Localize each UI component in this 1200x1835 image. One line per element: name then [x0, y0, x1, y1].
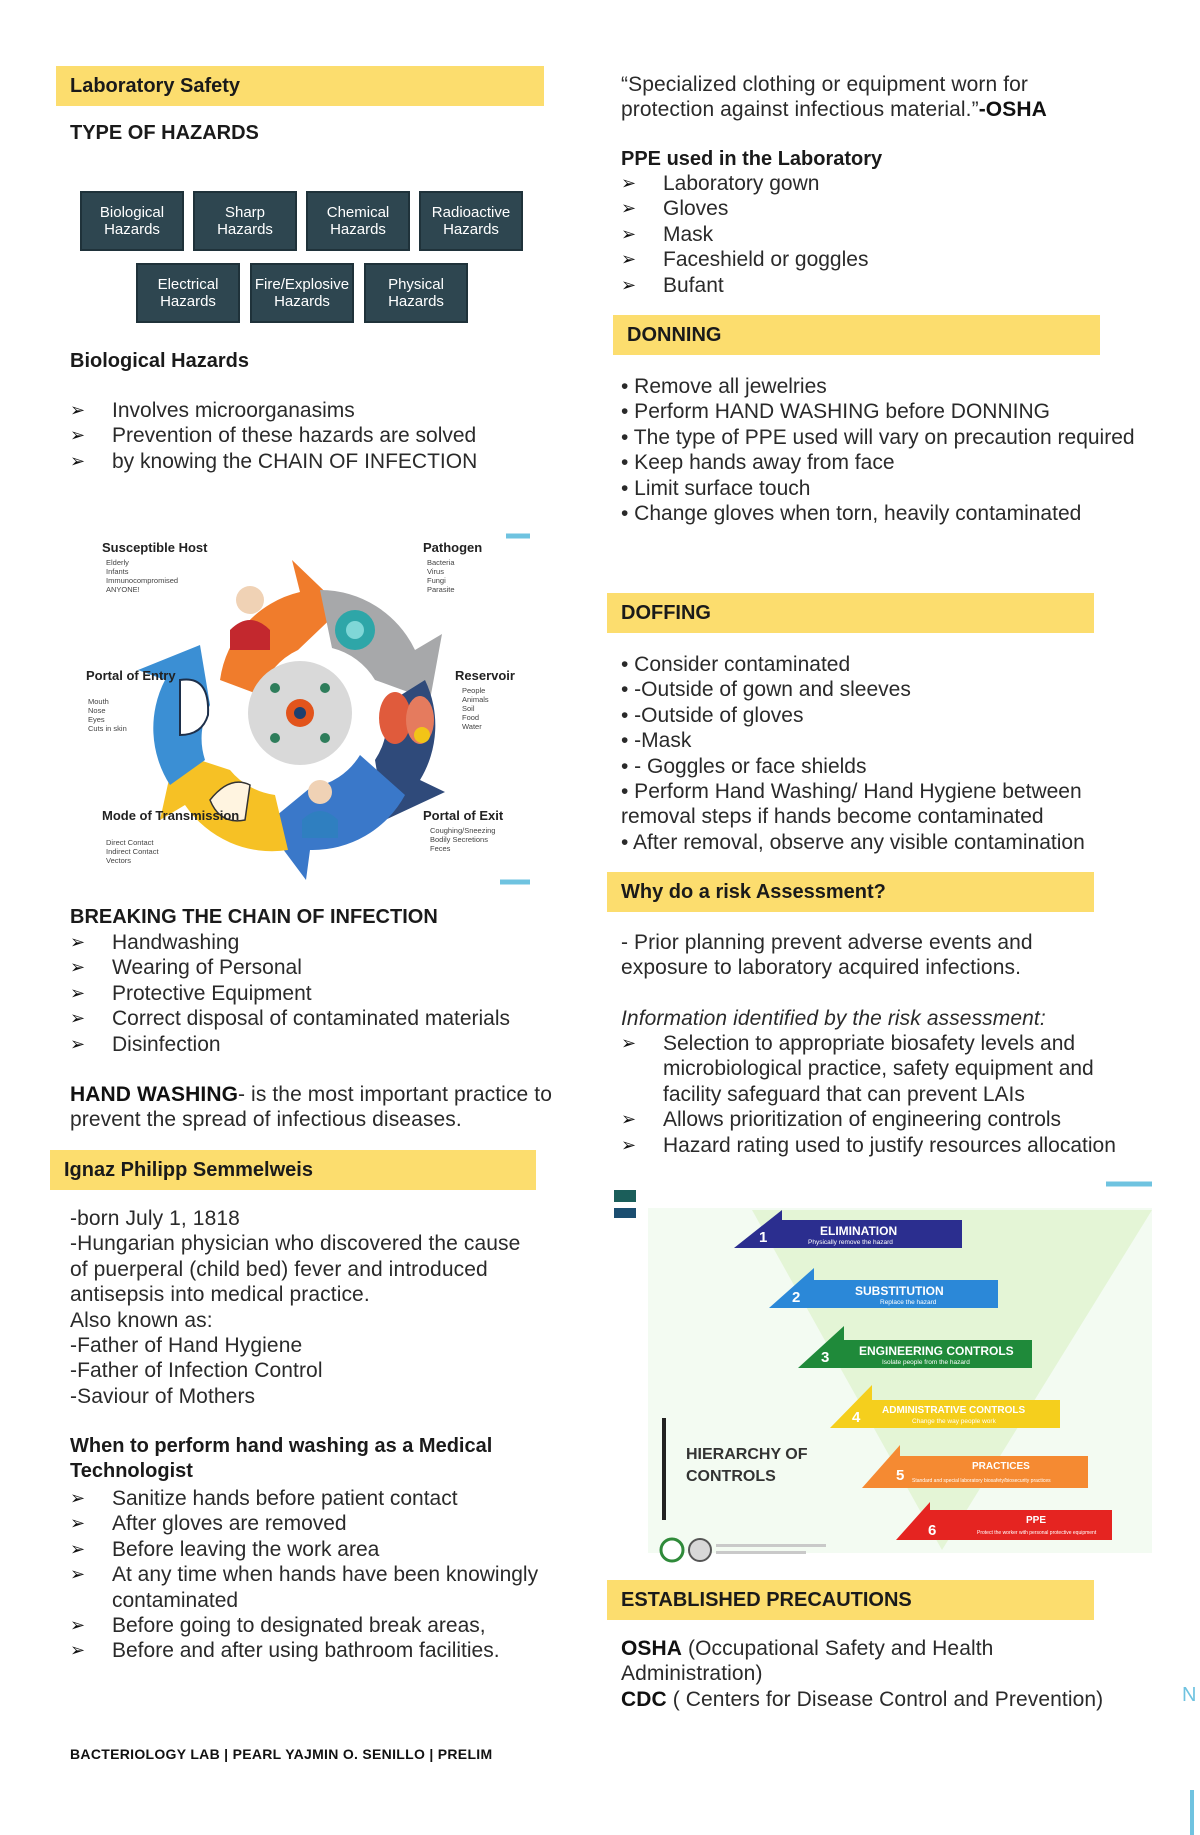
hand-washing-bold: HAND WASHING [70, 1083, 239, 1106]
reservoir-item: Food [462, 713, 480, 722]
list-item: ➢ Mask [621, 222, 1101, 247]
when-hand-washing-heading: When to perform hand washing as a Medical Technologist [70, 1435, 493, 1482]
hazard-box-physical: Physical Hazards [364, 263, 468, 323]
hazard-box-biological: Biological Hazards [80, 191, 184, 251]
list-item: • The type of PPE used will vary on precaution required [621, 425, 1135, 449]
list-item: ➢ Allows prioritization of engineering controls [621, 1107, 1121, 1132]
doffing-list [621, 652, 1141, 855]
hierarchy-title-line2: CONTROLS [686, 1468, 776, 1485]
level-desc: Physically remove the hazard [808, 1239, 893, 1246]
banner-donning [613, 315, 1100, 355]
label-mode-of-transmission: Mode of Transmission [102, 808, 240, 823]
level-number: 6 [928, 1522, 937, 1539]
edge-letter-decor: N [1182, 1684, 1197, 1706]
list-item: ➢ Protective Equipment [70, 981, 580, 1006]
pathogen-item: Parasite [427, 585, 455, 594]
list-item: ➢ Selection to appropriate biosafety levels and microbiological practice, safety equipment and facility safeguard that can prevent LAIs [621, 1031, 1121, 1107]
list-item: • -Outside of gloves [621, 703, 804, 727]
banner-semmelweis-label: Ignaz Philipp Semmelweis [64, 1159, 313, 1181]
virus-icon [335, 610, 375, 650]
label-susceptible-host: Susceptible Host [102, 540, 208, 555]
reservoir-item: Animals [462, 695, 489, 704]
semmelweis-line: -Father of Hand Hygiene [70, 1334, 303, 1358]
list-item: ➢ Faceshield or goggles [621, 247, 1101, 272]
list-item: ➢ Prevention of these hazards are solved [70, 423, 570, 448]
mode-transmission-item: Direct Contact [106, 838, 154, 847]
list-item: • After removal, observe any visible contamination [621, 830, 1085, 854]
banner-doffing-label: DOFFING [621, 602, 711, 624]
decor-square [614, 1208, 636, 1218]
list-item: ➢ Disinfection [70, 1032, 580, 1057]
semmelweis-text [70, 1206, 530, 1409]
list-item: ➢ Wearing of Personal [70, 955, 580, 980]
banner-semmelweis [50, 1150, 536, 1190]
list-item: • Keep hands away from face [621, 451, 895, 475]
decor-square [614, 1190, 636, 1202]
level-desc: Replace the hazard [880, 1299, 937, 1306]
banner-established-precautions-label: ESTABLISHED PRECAUTIONS [621, 1589, 912, 1611]
list-item: ➢ Handwashing [70, 930, 580, 955]
semmelweis-line: -Father of Infection Control [70, 1359, 323, 1383]
level-name: ADMINISTRATIVE CONTROLS [882, 1405, 1026, 1416]
mode-transmission-item: Indirect Contact [106, 847, 159, 856]
logo-icon [661, 1539, 683, 1561]
pathogen-item: Virus [427, 567, 444, 576]
level-desc: Standard and special laboratory biosafety/biosecurity practices [912, 1478, 1051, 1484]
list-item: ➢ Laboratory gown [621, 171, 1101, 196]
hierarchy-of-controls-diagram [612, 1180, 1152, 1565]
hand-washing-paragraph [70, 1082, 580, 1133]
pathogen-item: Fungi [427, 576, 446, 585]
when-hand-washing-list [70, 1486, 590, 1664]
list-item: • Change gloves when torn, heavily contaminated [621, 502, 1082, 526]
portal-entry-item: Mouth [88, 697, 109, 706]
susceptible-host-item: ANYONE! [106, 585, 140, 594]
hazard-box-fire-explosive: Fire/Explosive Hazards [250, 263, 354, 323]
cdc-line [621, 1687, 1161, 1712]
level-name: ENGINEERING CONTROLS [859, 1344, 1014, 1358]
osha-text: (Occupational Safety and Health Administration) [621, 1637, 994, 1686]
list-item: ➢ Before and after using bathroom facilities. [70, 1638, 590, 1663]
list-item: • -Mask [621, 729, 692, 753]
list-item: ➢ Before going to designated break areas, [70, 1613, 590, 1638]
ppe-list [621, 171, 1101, 298]
list-item: • -Outside of gown and sleeves [621, 678, 911, 702]
mode-transmission-item: Vectors [106, 856, 132, 865]
list-item: ➢ Hazard rating used to justify resources allocation [621, 1133, 1121, 1158]
semmelweis-line: Also known as: [70, 1308, 213, 1332]
hazard-box-electrical: Electrical Hazards [136, 263, 240, 323]
portal-entry-item: Nose [88, 706, 106, 715]
semmelweis-line: -born July 1, 1818 [70, 1207, 240, 1230]
banner-established-precautions [607, 1580, 1094, 1620]
semmelweis-line: -Hungarian physician who discovered the cause of puerperal (child bed) fever and introduced antisepsis into medical practice. [70, 1232, 521, 1307]
face-profile-icon [180, 679, 208, 735]
logo-text-line [716, 1551, 806, 1554]
level-number: 3 [821, 1349, 830, 1366]
breaking-chain-list [70, 930, 580, 1057]
hazard-box-sharp: Sharp Hazards [193, 191, 297, 251]
donning-list [621, 374, 1141, 526]
banner-laboratory-safety-label: Laboratory Safety [70, 75, 241, 97]
level-name: PPE [1026, 1515, 1047, 1526]
biological-hazards-list [70, 398, 570, 474]
portal-exit-item: Feces [430, 844, 451, 853]
level-number: 1 [759, 1229, 768, 1246]
list-item: ➢ Gloves [621, 196, 1101, 221]
list-item: • Perform HAND WASHING before DONNING [621, 400, 1050, 424]
label-portal-of-exit: Portal of Exit [423, 808, 504, 823]
osha-line [621, 1636, 1091, 1687]
list-item: ➢ Correct disposal of contaminated materials [70, 1006, 580, 1031]
logo-text-line [716, 1544, 826, 1547]
hazard-box-chemical: Chemical Hazards [306, 191, 410, 251]
corner-decor [1160, 1790, 1200, 1835]
chain-of-infection-diagram [70, 530, 530, 885]
banner-doffing [607, 593, 1094, 633]
ppe-heading: PPE used in the Laboratory [621, 148, 883, 170]
quote-source: -OSHA [978, 98, 1047, 122]
list-item: • Perform Hand Washing/ Hand Hygiene between removal steps if hands become contaminated [621, 780, 1082, 829]
biological-hazards-heading: Biological Hazards [70, 350, 249, 372]
risk-info-heading: Information identified by the risk assessment: [621, 1007, 1046, 1030]
hand-washing-text: - is the most important practice to prevent the spread of infectious diseases. [70, 1083, 552, 1132]
semmelweis-line: -Saviour of Mothers [70, 1384, 256, 1408]
list-item: • - Goggles or face shields [621, 754, 867, 778]
susceptible-host-item: Infants [106, 567, 129, 576]
susceptible-host-item: Immunocompromised [106, 576, 179, 585]
list-item: • Consider contaminated [621, 653, 851, 676]
hierarchy-title-line1: HIERARCHY OF [686, 1446, 808, 1463]
label-pathogen: Pathogen [423, 540, 483, 555]
level-desc: Protect the worker with personal protective equipment [977, 1530, 1097, 1536]
label-reservoir: Reservoir [455, 668, 515, 683]
banner-risk-assessment [607, 872, 1094, 912]
reservoir-item: People [462, 686, 486, 695]
portal-exit-item: Coughing/Sneezing [430, 826, 496, 835]
page-footer: BACTERIOLOGY LAB | PEARL YAJMIN O. SENILLO | PRELIM [70, 1746, 493, 1762]
level-number: 2 [792, 1289, 801, 1306]
reservoir-item: Soil [462, 704, 475, 713]
level-number: 4 [852, 1409, 861, 1426]
list-item: • Remove all jewelries [621, 375, 827, 398]
portal-entry-item: Cuts in skin [88, 724, 127, 733]
list-item: ➢ by knowing the CHAIN OF INFECTION [70, 449, 570, 474]
susceptible-host-item: Elderly [106, 558, 129, 567]
osha-quote [621, 72, 1091, 123]
portal-entry-item: Eyes [88, 715, 105, 724]
reservoir-item: Water [462, 722, 482, 731]
banner-laboratory-safety [56, 66, 544, 106]
type-of-hazards-heading: TYPE OF HAZARDS [70, 122, 259, 144]
pathogen-item: Bacteria [427, 558, 455, 567]
label-portal-of-entry: Portal of Entry [86, 668, 176, 683]
risk-assessment-text: - Prior planning prevent adverse events and exposure to laboratory acquired infections. [621, 931, 1033, 980]
cdc-text: ( Centers for Disease Control and Prevention) [666, 1688, 1104, 1711]
level-name: SUBSTITUTION [855, 1284, 944, 1298]
banner-donning-label: DONNING [627, 324, 722, 346]
list-item: ➢ At any time when hands have been knowingly contaminated [70, 1562, 590, 1613]
level-desc: Change the way people work [912, 1418, 996, 1425]
breaking-chain-heading: BREAKING THE CHAIN OF INFECTION [70, 906, 438, 928]
level-name: ELIMINATION [820, 1224, 898, 1238]
quote-text: “Specialized clothing or equipment worn for protection against infectious material.” [621, 73, 1029, 122]
hazard-box-radioactive: Radioactive Hazards [419, 191, 523, 251]
list-item: ➢ Bufant [621, 273, 1101, 298]
risk-info-list [621, 1031, 1121, 1158]
osha-bold: OSHA [621, 1637, 683, 1660]
banner-risk-assessment-label: Why do a risk Assessment? [621, 881, 886, 903]
level-number: 5 [896, 1467, 905, 1484]
list-item: ➢ Sanitize hands before patient contact [70, 1486, 590, 1511]
logo-icon [689, 1539, 711, 1561]
level-desc: Isolate people from the hazard [882, 1359, 970, 1366]
list-item: ➢ After gloves are removed [70, 1511, 590, 1536]
cdc-bold: CDC [621, 1688, 667, 1711]
list-item: ➢ Before leaving the work area [70, 1537, 590, 1562]
list-item: • Limit surface touch [621, 476, 811, 500]
list-item: ➢ Involves microorganasims [70, 398, 570, 423]
portal-exit-item: Bodily Secretions [430, 835, 488, 844]
level-name: PRACTICES [972, 1461, 1030, 1472]
